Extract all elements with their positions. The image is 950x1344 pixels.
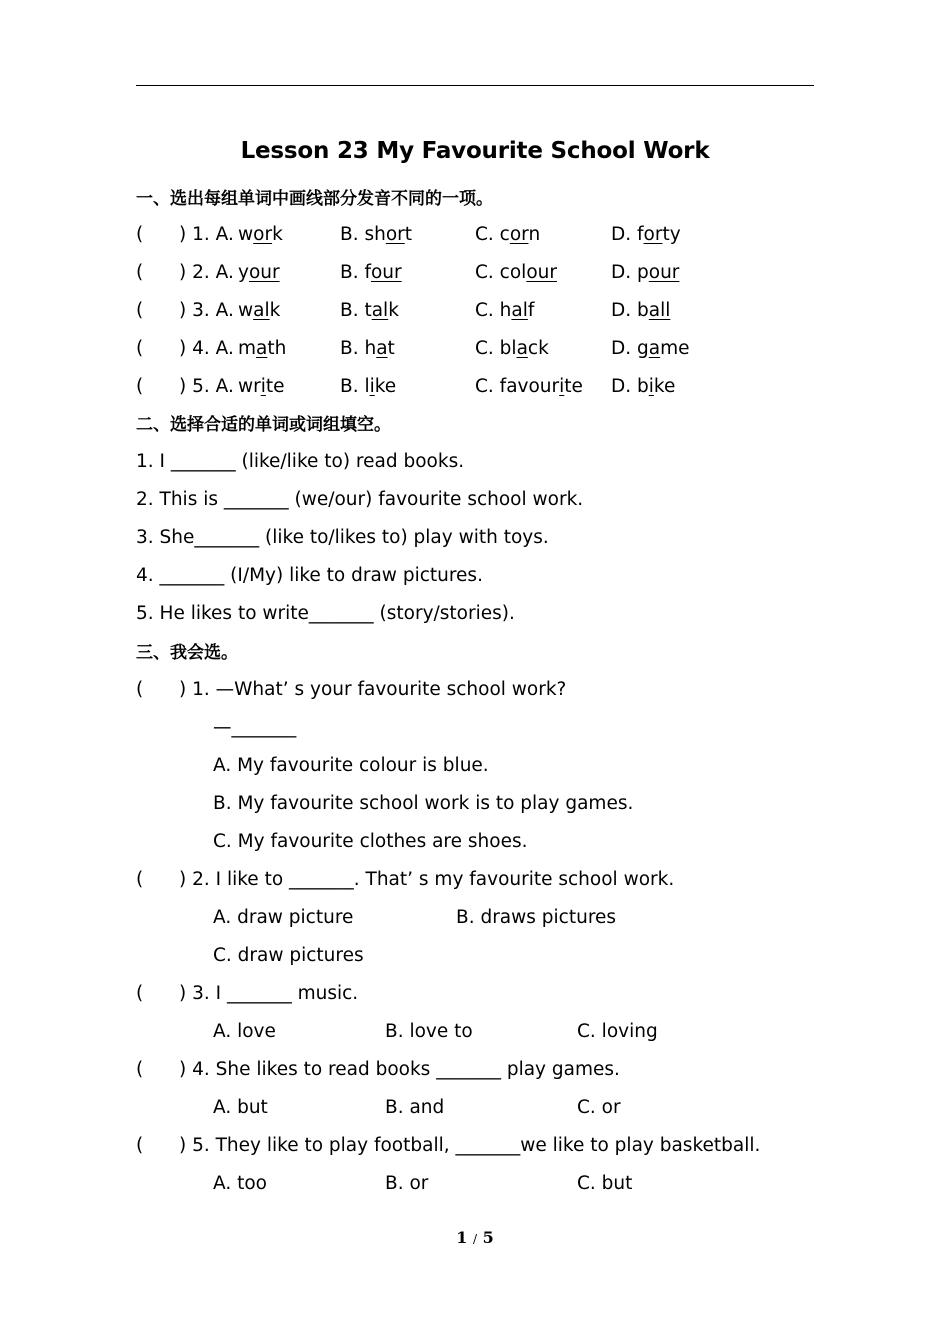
part1-heading: 一、选出每组单词中画线部分发音不同的一项。	[136, 189, 493, 209]
part3-heading: 三、我会选。	[136, 643, 238, 663]
fill-blank-item: 4. _______ (I/My) like to draw pictures.	[136, 565, 483, 586]
option-c: C. half	[475, 300, 535, 321]
fill-blank-item: 1. I _______ (like/like to) read books.	[136, 451, 465, 472]
option-b: B. like	[340, 376, 397, 397]
question-stem: ) 5. They like to play football, _______we like to play basketball.	[179, 1135, 761, 1156]
question-stem: ) 3. I _______ music.	[179, 983, 359, 1004]
question-stem: ) 2. I like to _______. That’ s my favourite school work.	[179, 869, 675, 890]
page-title: Lesson 23 My Favourite School Work	[240, 138, 710, 164]
question-number: ) 4. A.	[179, 338, 234, 359]
option-d: D. pour	[611, 262, 680, 283]
option-b: B. short	[340, 224, 413, 245]
choice-option: B. My favourite school work is to play games.	[213, 793, 634, 814]
choice-option: A. but	[213, 1097, 268, 1118]
answer-paren[interactable]: (	[136, 983, 144, 1004]
choice-option: A. My favourite colour is blue.	[213, 755, 489, 776]
question-number: ) 1. A.	[179, 224, 234, 245]
answer-paren[interactable]: (	[136, 224, 144, 245]
choice-option: A. love	[213, 1021, 276, 1042]
answer-paren[interactable]: (	[136, 300, 144, 321]
answer-line: —_______	[213, 717, 297, 738]
question-number: ) 2. A.	[179, 262, 234, 283]
answer-paren[interactable]: (	[136, 376, 144, 397]
option-d: D. game	[611, 338, 690, 359]
option-d: D. ball	[611, 300, 671, 321]
option-d: D. bike	[611, 376, 676, 397]
choice-option: B. love to	[385, 1021, 473, 1042]
fill-blank-item: 3. She_______ (like to/likes to) play with toys.	[136, 527, 549, 548]
question-stem: ) 1. —What’ s your favourite school work?	[179, 679, 567, 700]
option-c: C. black	[475, 338, 549, 359]
choice-option: C. but	[577, 1173, 633, 1194]
question-stem: ) 4. She likes to read books _______ play games.	[179, 1059, 620, 1080]
question-number: ) 5. A.	[179, 376, 234, 397]
option-b: B. hat	[340, 338, 395, 359]
answer-paren[interactable]: (	[136, 679, 144, 700]
option-c: C. favourite	[475, 376, 583, 397]
option-c: C. corn	[475, 224, 541, 245]
fill-blank-item: 5. He likes to write_______ (story/stories).	[136, 603, 515, 624]
answer-paren[interactable]: (	[136, 869, 144, 890]
header-rule	[136, 85, 814, 86]
choice-option: B. and	[385, 1097, 445, 1118]
answer-paren[interactable]: (	[136, 1059, 144, 1080]
page-number: 1 / 5	[456, 1228, 494, 1247]
choice-option: B. draws pictures	[456, 907, 617, 928]
choice-option: A. too	[213, 1173, 267, 1194]
option-a: write	[238, 376, 285, 397]
option-a: math	[238, 338, 287, 359]
option-b: B. talk	[340, 300, 399, 321]
option-d: D. forty	[611, 224, 681, 245]
choice-option: C. draw pictures	[213, 945, 364, 966]
option-c: C. colour	[475, 262, 557, 283]
option-b: B. four	[340, 262, 402, 283]
choice-option: C. loving	[577, 1021, 658, 1042]
answer-paren[interactable]: (	[136, 1135, 144, 1156]
option-a: walk	[238, 300, 281, 321]
option-a: work	[238, 224, 283, 245]
answer-paren[interactable]: (	[136, 262, 144, 283]
choice-option: C. My favourite clothes are shoes.	[213, 831, 528, 852]
option-a: your	[238, 262, 280, 283]
answer-paren[interactable]: (	[136, 338, 144, 359]
choice-option: C. or	[577, 1097, 621, 1118]
choice-option: A. draw picture	[213, 907, 354, 928]
question-number: ) 3. A.	[179, 300, 234, 321]
part2-heading: 二、选择合适的单词或词组填空。	[136, 415, 391, 435]
choice-option: B. or	[385, 1173, 429, 1194]
fill-blank-item: 2. This is _______ (we/our) favourite school work.	[136, 489, 584, 510]
